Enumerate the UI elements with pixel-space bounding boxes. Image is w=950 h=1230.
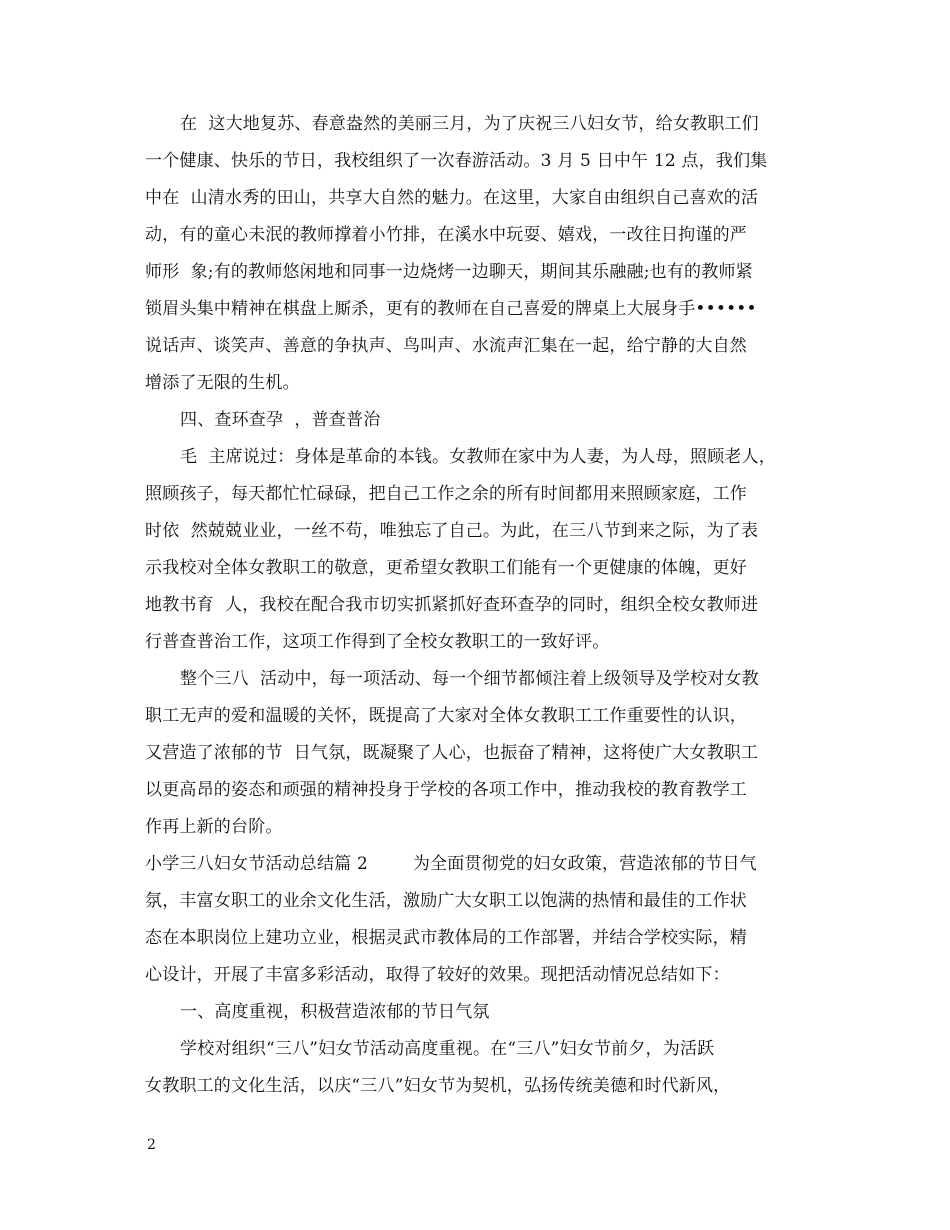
text-line: 在 这大地复苏、春意盎然的美丽三月，为了庆祝三八妇女节，给女教职工们 bbox=[180, 114, 759, 134]
text-line: 行普查普治工作，这项工作得到了全校女教职工的一致好评。 bbox=[145, 632, 610, 652]
text-line: 毛 主席说过：身体是革命的本钱。女教师在家中为人妻，为人母，照顾老人， bbox=[180, 447, 777, 467]
text-line: 又营造了浓郁的节 日气氛，既凝聚了人心，也振奋了精神，这将使广大女教职工 bbox=[145, 743, 759, 763]
text-line: 学校对组织“三八”妇女节活动高度重视。在“三八”妇女节前夕，为活跃 bbox=[180, 1039, 715, 1059]
text-line: 照顾孩子，每天都忙忙碌碌，把自己工作之余的所有时间都用来照顾家庭，工作 bbox=[145, 484, 747, 504]
text-line: 地教书育 人，我校在配合我市切实抓紧抓好查环查孕的同时，组织全校女教师进 bbox=[145, 595, 759, 615]
section-heading: 四、查环查孕 ，普查普治 bbox=[180, 410, 381, 430]
text-line: 心设计，开展了丰富多彩活动，取得了较好的效果。现把活动情况总结如下： bbox=[145, 965, 730, 985]
text-line: 示我校对全体女教职工的敬意，更希望女教职工们能有一个更健康的体魄，更好 bbox=[145, 558, 747, 578]
text-line: 整个三八 活动中，每一项活动、每一个细节都倾注着上级领导及学校对女教 bbox=[180, 669, 759, 689]
text-line: 一个健康、快乐的节日，我校组织了一次春游活动。3 月 5 日中午 12 点，我们集 bbox=[145, 151, 768, 171]
text-line: 氛，丰富女职工的业余文化生活，激励广大女职工以饱满的热情和最佳的工作状 bbox=[145, 891, 747, 911]
text-line: 职工无声的爱和温暖的关怀，既提高了大家对全体女教职工工作重要性的认识， bbox=[145, 706, 747, 726]
text-line: 女教职工的文化生活，以庆“三八”妇女节为契机，弘扬传统美德和时代新风， bbox=[145, 1076, 731, 1096]
text-line: 小学三八妇女节活动总结篇 2 为全面贯彻党的妇女政策，营造浓郁的节日气 bbox=[145, 854, 757, 874]
text-line: 动，有的童心未泯的教师撑着小竹排，在溪水中玩耍、嬉戏，一改往日拘谨的严 bbox=[145, 225, 747, 245]
text-line: 锁眉头集中精神在棋盘上厮杀，更有的教师在自己喜爱的牌桌上大展身手•••••• bbox=[145, 299, 757, 319]
page-number: 2 bbox=[147, 1137, 156, 1153]
text-line: 师形 象;有的教师悠闲地和同事一边烧烤一边聊天，期间其乐融融;也有的教师紧 bbox=[145, 262, 753, 282]
text-line: 作再上新的台阶。 bbox=[145, 817, 283, 837]
text-line: 时依 然兢兢业业，一丝不苟，唯独忘了自己。为此，在三八节到来之际，为了表 bbox=[145, 521, 759, 541]
text-line: 以更高昂的姿态和顽强的精神投身于学校的各项工作中，推动我校的教育教学工 bbox=[145, 780, 747, 800]
text-line: 说话声、谈笑声、善意的争执声、鸟叫声、水流声汇集在一起，给宁静的大自然 bbox=[145, 336, 747, 356]
section-heading: 一、高度重视，积极营造浓郁的节日气氛 bbox=[180, 1002, 490, 1022]
text-line: 中在 山清水秀的田山，共享大自然的魅力。在这里，大家自由组织自己喜欢的活 bbox=[145, 188, 759, 208]
text-line: 增添了无限的生机。 bbox=[145, 373, 300, 393]
text-line: 态在本职岗位上建功立业，根据灵武市教体局的工作部署，并结合学校实际，精 bbox=[145, 928, 747, 948]
